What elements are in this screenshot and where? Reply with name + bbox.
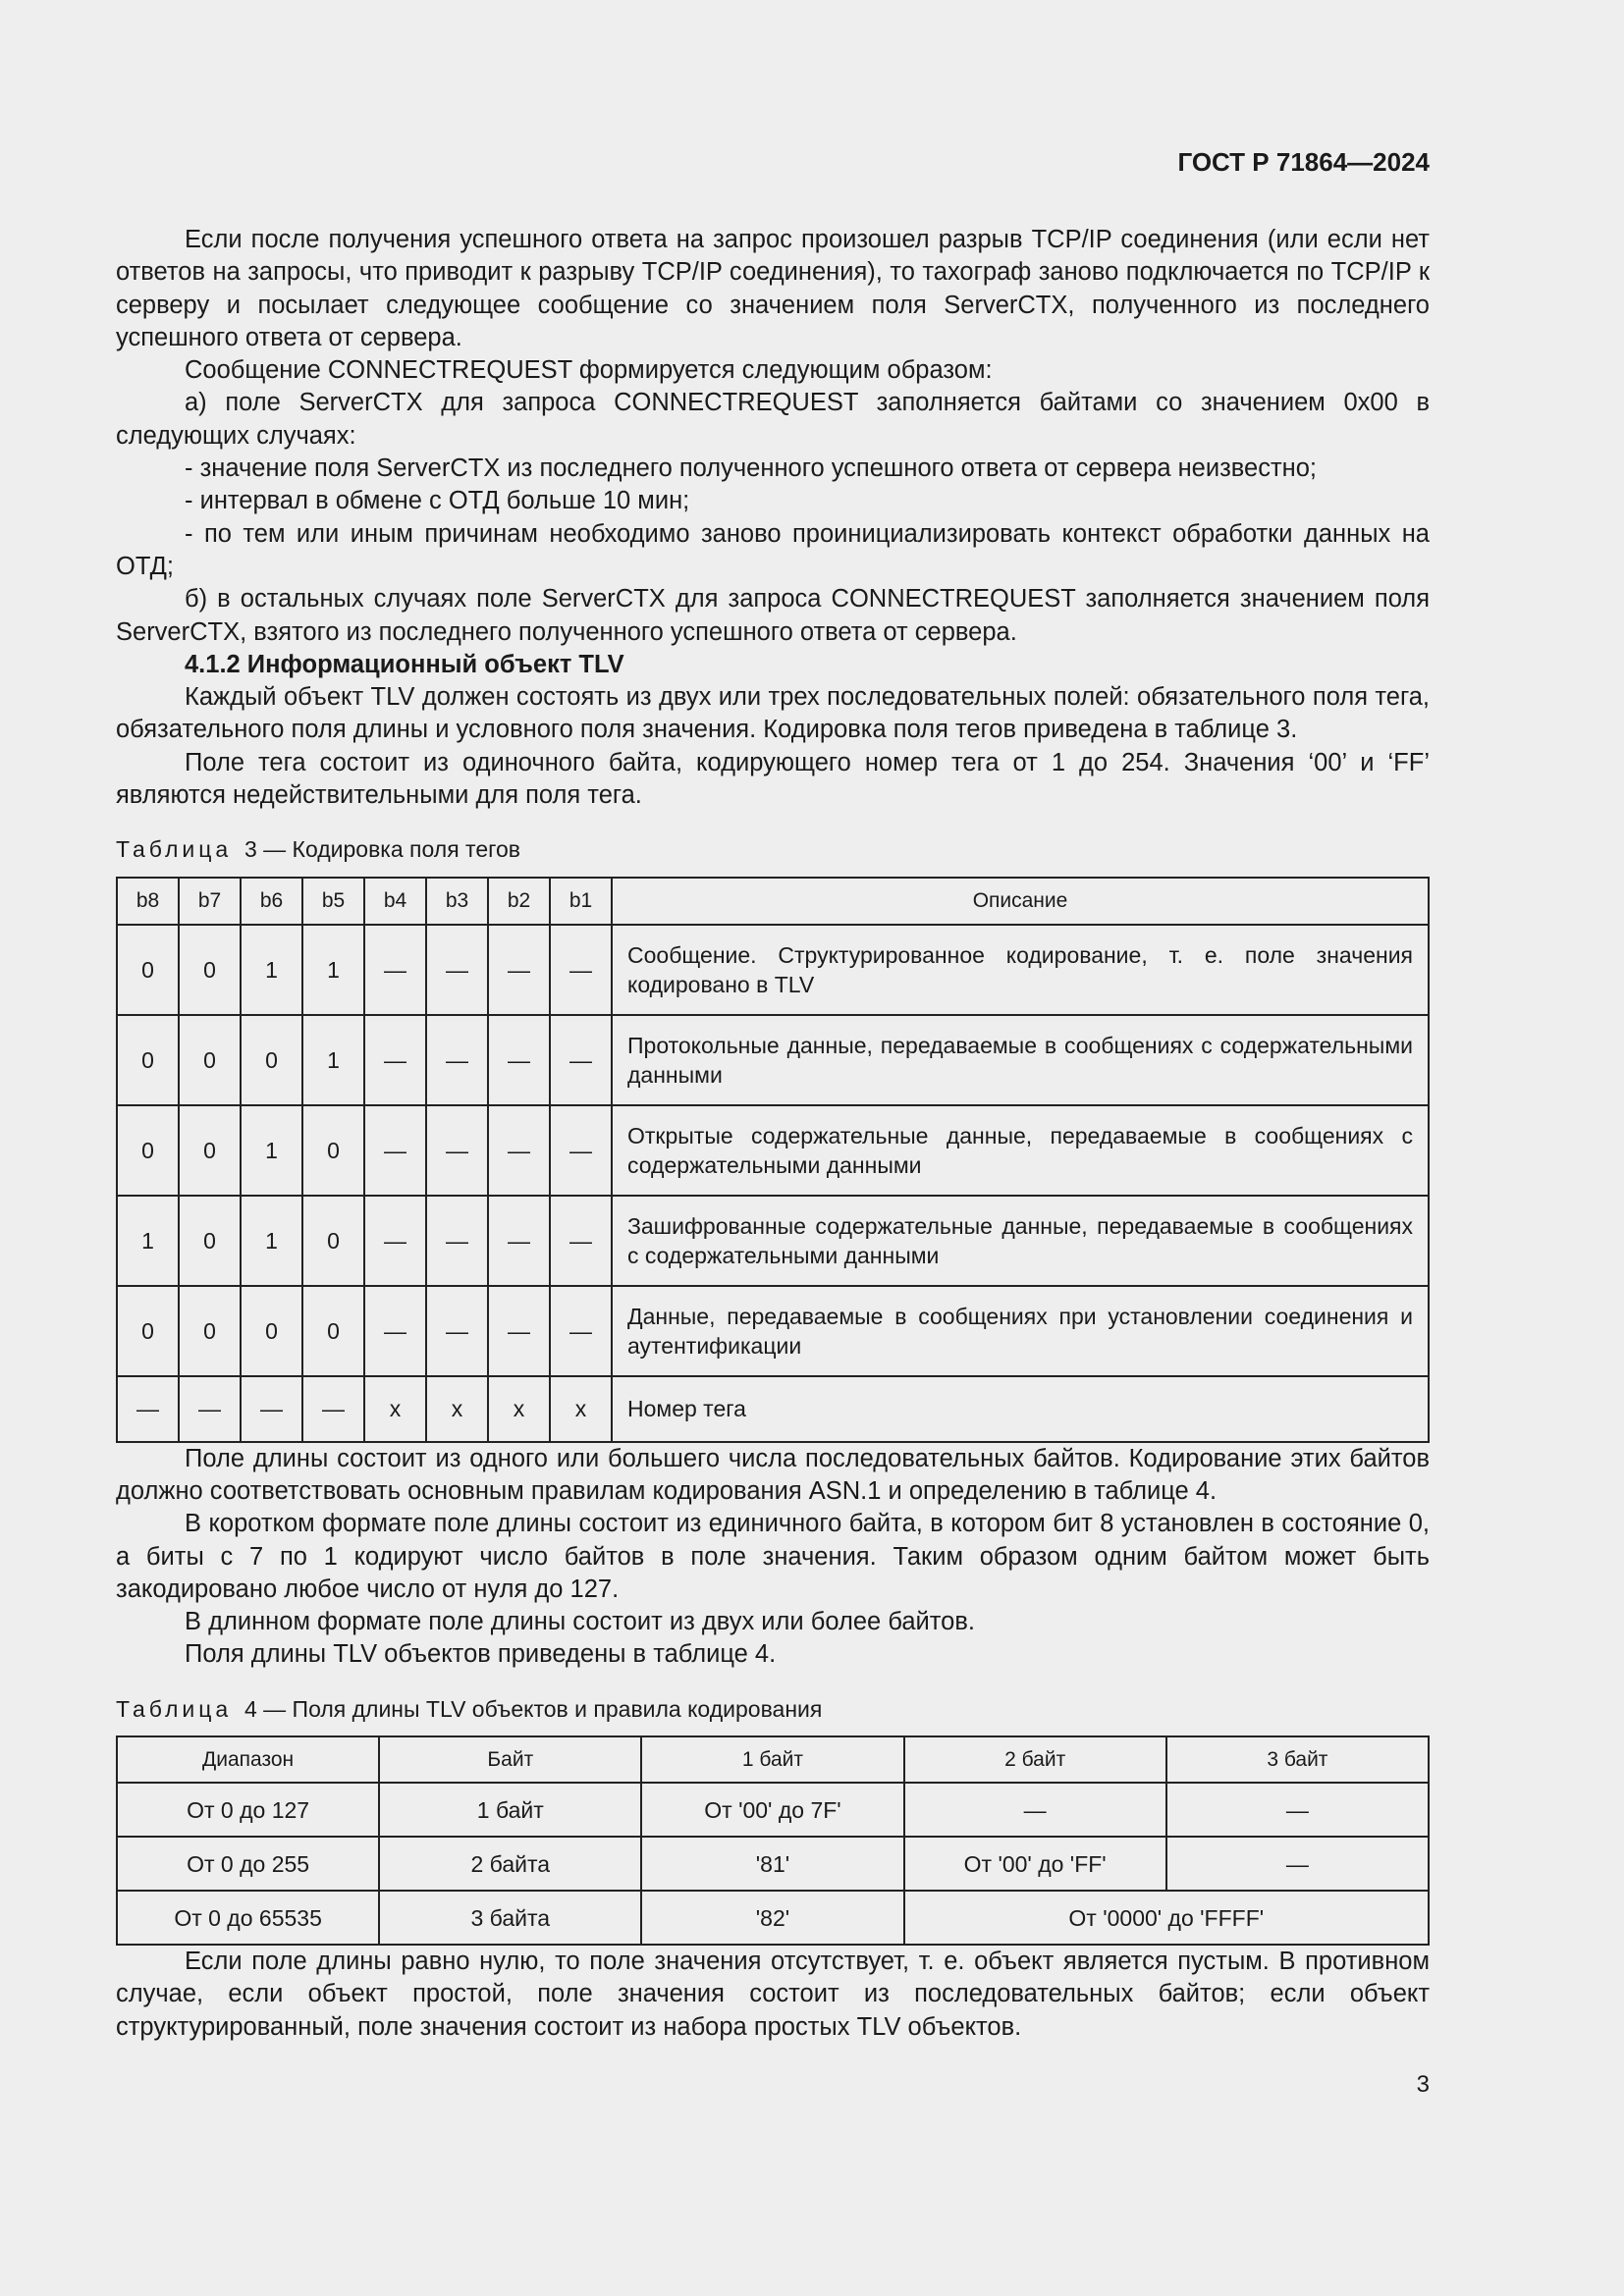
document-header: ГОСТ Р 71864—2024 (1177, 147, 1430, 177)
table-cell: 0 (117, 1286, 179, 1376)
table-row (117, 1783, 1429, 1837)
table-cell: — (550, 1105, 612, 1196)
table-cell: 0 (241, 1286, 302, 1376)
table-cell: — (179, 1376, 241, 1442)
table-row (117, 1286, 1429, 1376)
table-cell: — (426, 925, 488, 1015)
paragraph: Если после получения успешного ответа на запрос произошел разрыв TCP/IP соединения (или если нет ответов на запросы, что приводит к разрыву TCP/IP соединения), то тахограф заново подключается по TCP/IP к серверу и посылает следующее сообщение со значением поля ServerCTX, полученного из последнего успешного ответа от сервера. (116, 226, 1430, 351)
table-cell: — (364, 1015, 426, 1105)
table-cell: x (364, 1376, 426, 1442)
table4-header-cell: 2 байт (904, 1736, 1166, 1783)
table-cell-description: Сообщение. Структурированное кодирование, т. е. поле значения кодировано в TLV (612, 925, 1429, 1015)
table-cell: — (426, 1015, 488, 1105)
table3-header-cell: Описание (612, 878, 1429, 925)
table-cell: 0 (302, 1286, 364, 1376)
table-cell: 0 (179, 1196, 241, 1286)
table-cell-merged: От '0000' до 'FFFF' (904, 1891, 1429, 1945)
table-row (117, 1015, 1429, 1105)
paragraph: а) поле ServerCTX для запроса CONNECTREQUEST заполняется байтами со значением 0x00 в следующих случаях: (116, 389, 1430, 450)
table-row (117, 1105, 1429, 1196)
table3-caption-text: 3 — Кодировка поля тегов (244, 836, 521, 863)
table3-header-cell: b6 (241, 878, 302, 925)
list-item: - по тем или иным причинам необходимо заново проинициализировать контекст обработки данных на ОТД; (116, 519, 1430, 580)
table-cell: — (364, 1105, 426, 1196)
table-cell: 1 (302, 925, 364, 1015)
table4-header-cell: Байт (379, 1736, 641, 1783)
paragraph: Поля длины TLV объектов приведены в таблице 4. (185, 1640, 777, 1669)
table-cell: 0 (179, 925, 241, 1015)
table-cell: 0 (241, 1015, 302, 1105)
table-cell: 1 (241, 1196, 302, 1286)
table-cell: 0 (179, 1105, 241, 1196)
table4-header-cell: 1 байт (641, 1736, 903, 1783)
table3-header-cell: b1 (550, 878, 612, 925)
table-cell: — (364, 925, 426, 1015)
table-cell: — (488, 1105, 550, 1196)
table-cell: От 0 до 65535 (117, 1891, 379, 1945)
table-cell: От '00' до 7F' (641, 1783, 903, 1837)
table-cell: 1 (302, 1015, 364, 1105)
paragraph: В длинном формате поле длины состоит из двух или более байтов. (185, 1608, 975, 1636)
table-cell: '81' (641, 1837, 903, 1891)
table-cell-description: Протокольные данные, передаваемые в сообщениях с содержательными данными (612, 1015, 1429, 1105)
table-cell: — (550, 1286, 612, 1376)
table-cell: От 0 до 255 (117, 1837, 379, 1891)
table4-caption-prefix: Таблица (116, 1695, 233, 1722)
table3-header-cell: b7 (179, 878, 241, 925)
list-item: - интервал в обмене с ОТД больше 10 мин; (185, 487, 690, 515)
table-cell: — (426, 1286, 488, 1376)
paragraph: Каждый объект TLV должен состоять из двух или трех последовательных полей: обязательного поля тега, обязательного поля длины и условного поля значения. Кодировка поля тегов приведена в таблице 3. (116, 683, 1430, 744)
table-row (117, 925, 1429, 1015)
table4-header-cell: 3 байт (1166, 1736, 1429, 1783)
table-cell: — (550, 1015, 612, 1105)
table-cell-description: Номер тега (612, 1376, 1429, 1442)
table-cell: 1 (241, 1105, 302, 1196)
table-cell: x (550, 1376, 612, 1442)
table4-header-row (117, 1736, 1429, 1783)
table-cell: От '00' до 'FF' (904, 1837, 1166, 1891)
table-cell: 0 (302, 1105, 364, 1196)
table3 (116, 877, 1430, 1443)
table-cell-description: Открытые содержательные данные, передаваемые в сообщениях с содержательными данными (612, 1105, 1429, 1196)
table-cell: — (117, 1376, 179, 1442)
table-cell: x (488, 1376, 550, 1442)
table3-header-cell: b2 (488, 878, 550, 925)
table3-caption-prefix: Таблица (116, 836, 233, 863)
table-row (117, 1196, 1429, 1286)
table-cell: — (488, 925, 550, 1015)
table-cell: — (364, 1196, 426, 1286)
table-cell-description: Данные, передаваемые в сообщениях при установлении соединения и аутентификации (612, 1286, 1429, 1376)
table4 (116, 1735, 1430, 1946)
table-row (117, 1891, 1429, 1945)
table-cell: 1 (117, 1196, 179, 1286)
table-cell: 0 (302, 1196, 364, 1286)
table-cell: 1 (241, 925, 302, 1015)
table-cell: — (426, 1105, 488, 1196)
table-cell: 3 байта (379, 1891, 641, 1945)
paragraph: В коротком формате поле длины состоит из единичного байта, в котором бит 8 установлен в состояние 0, а биты с 7 по 1 кодируют число байтов в поле значения. Таким образом одним байтом может быть закодировано любое число от нуля до 127. (116, 1510, 1430, 1603)
paragraph: Сообщение CONNECTREQUEST формируется следующим образом: (185, 356, 993, 385)
table3-header-cell: b5 (302, 878, 364, 925)
table-cell: — (550, 1196, 612, 1286)
table4-header-cell: Диапазон (117, 1736, 379, 1783)
table3-header-cell: b3 (426, 878, 488, 925)
table-row (117, 1837, 1429, 1891)
table3-header-cell: b4 (364, 878, 426, 925)
table3-header-row (117, 878, 1429, 925)
table-cell: — (488, 1015, 550, 1105)
table-row (117, 1376, 1429, 1442)
table-cell: 0 (179, 1286, 241, 1376)
table-cell-description: Зашифрованные содержательные данные, передаваемые в сообщениях с содержательными данными (612, 1196, 1429, 1286)
table-cell: 0 (117, 1015, 179, 1105)
table-cell: — (426, 1196, 488, 1286)
paragraph: Поле тега состоит из одиночного байта, кодирующего номер тега от 1 до 254. Значения ‘00’ и ‘FF’ являются недействительными для поля тега. (116, 748, 1430, 810)
list-item: - значение поля ServerCTX из последнего полученного успешного ответа от сервера неизвестно; (185, 454, 1318, 483)
section-heading: 4.1.2 Информационный объект TLV (185, 650, 624, 678)
page-content (116, 224, 1430, 2044)
table-cell: — (904, 1783, 1166, 1837)
table-cell: 2 байта (379, 1837, 641, 1891)
table-cell: '82' (641, 1891, 903, 1945)
table-cell: — (302, 1376, 364, 1442)
table-cell: — (1166, 1837, 1429, 1891)
table-cell: От 0 до 127 (117, 1783, 379, 1837)
table4-caption-text: 4 — Поля длины TLV объектов и правила кодирования (244, 1695, 823, 1722)
table-cell: — (488, 1196, 550, 1286)
table-cell: 0 (117, 925, 179, 1015)
paragraph: б) в остальных случаях поле ServerCTX для запроса CONNECTREQUEST заполняется значением поля ServerCTX, взятого из последнего полученного успешного ответа от сервера. (116, 585, 1430, 646)
table-cell: x (426, 1376, 488, 1442)
table-cell: — (488, 1286, 550, 1376)
table4-caption (116, 1693, 1430, 1726)
page-number: 3 (1416, 2071, 1430, 2098)
table-cell: 1 байт (379, 1783, 641, 1837)
table3-header-cell: b8 (117, 878, 179, 925)
table-cell: — (364, 1286, 426, 1376)
table-cell: 0 (117, 1105, 179, 1196)
table-cell: — (1166, 1783, 1429, 1837)
table3-caption (116, 833, 1430, 866)
table-cell: — (241, 1376, 302, 1442)
table-cell: 0 (179, 1015, 241, 1105)
table-cell: — (550, 925, 612, 1015)
paragraph: Если поле длины равно нулю, то поле значения отсутствует, т. е. объект является пустым. В противном случае, если объект простой, поле значения состоит из последовательных байтов; если объект структурированный, поле значения состоит из набора простых TLV объектов. (116, 1948, 1430, 2041)
paragraph: Поле длины состоит из одного или большего числа последовательных байтов. Кодирование этих байтов должно соответствовать основным правилам кодирования ASN.1 и определению в таблице 4. (116, 1444, 1430, 1505)
